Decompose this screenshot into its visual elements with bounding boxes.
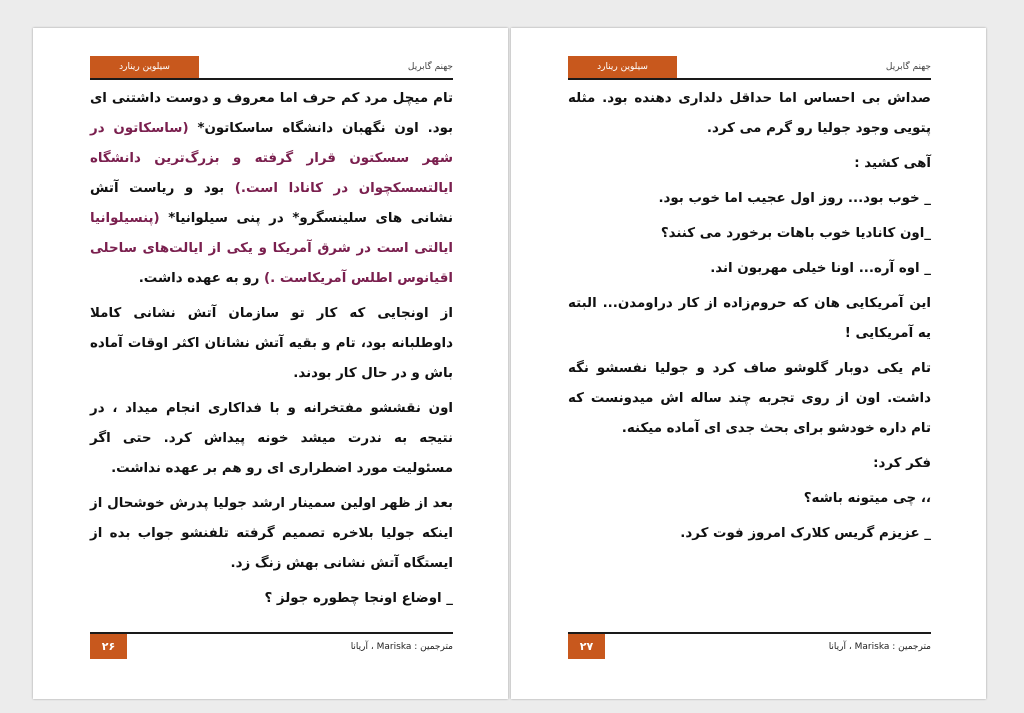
paragraph (568, 219, 931, 249)
body-text: _ اوه آره... اونا خیلی مهربون اند. (710, 261, 931, 276)
body-text: از اونجایی که کار تو سازمان آتش نشانی کاملا داوطلبانه بود، تام و بقیه آتش نشانان اکثر اوقات آماده باش و در حال کار بودند. (90, 306, 453, 381)
book-page-right (511, 28, 986, 699)
paragraph (568, 84, 931, 144)
header-author-box: سیلوین رینارد (90, 56, 199, 78)
paragraph (568, 149, 931, 179)
body-text: _ عزیزم گریس کلارک امروز فوت کرد. (680, 526, 931, 541)
body-text: بعد از ظهر اولین سمینار ارشد جولیا پدرش خوشحال از اینکه جولیا بلاخره تصمیم گرفته تلفنشو جواب بده از ایستگاه آتش نشانی بهش زنگ زد. (90, 496, 453, 571)
paragraph (90, 394, 453, 484)
paragraph (568, 354, 931, 444)
paragraph (568, 449, 931, 479)
paragraph (568, 254, 931, 284)
paragraph (568, 289, 931, 349)
page-number: ۲۷ (568, 634, 605, 659)
body-text: بود و ریاست آتش نشانی های سلینسگرو* در پنی سیلوانیا* (90, 181, 453, 226)
body-text: _ اوضاع اونجا چطوره جولز ؟ (264, 591, 453, 606)
book-page-left (33, 28, 508, 699)
footer-translators: مترجمین : Mariska ، آریانا (828, 642, 931, 652)
header-rule (568, 78, 931, 80)
paragraph (568, 484, 931, 514)
paragraph (568, 519, 931, 549)
body-text: صداش بی احساس اما حداقل دلداری دهنده بود. مثله پتویی وجود جولیا رو گرم می کرد. (568, 91, 931, 136)
paragraph (90, 84, 453, 294)
footer-rule (568, 632, 931, 634)
footer-translators: مترجمین : Mariska ، آریانا (350, 642, 453, 652)
body-text: تام میچل مرد کم حرف اما معروف و دوست داشتنی ای بود. اون نگهبان دانشگاه ساسکاتون* (90, 91, 454, 136)
header-author-box: سیلوین رینارد (568, 56, 677, 78)
paragraph (90, 299, 453, 389)
body-text: رو به عهده داشت. (138, 271, 265, 286)
footer-rule (90, 632, 453, 634)
page-number: ۲۶ (90, 634, 127, 659)
footnote-text: (پنسیلوانیا ایالتی است در شرق آمریکا و یکی از ایالت‌های ساحلی اقیانوس اطلس آمریکاست .) (90, 211, 453, 286)
paragraph (568, 184, 931, 214)
body-text: ،، چی میتونه باشه؟ (803, 491, 931, 506)
page-body (568, 84, 931, 554)
body-text: فکر کرد: (873, 456, 931, 471)
header-rule (90, 78, 453, 80)
body-text: اون نقششو مفتخرانه و با فداکاری انجام میداد ، در نتیجه به ندرت میشد خونه پیداش کرد. حتی اگر مسئولیت مورد اضطراری ای رو هم بر عهده نداشت. (90, 401, 453, 476)
header-book-title: جهنم گابریل (885, 62, 931, 72)
body-text: آهی کشید : (854, 156, 931, 171)
footnote-text: (ساسکاتون در شهر سسکتون قرار گرفته و بزرگ‌ترین دانشگاه ایالتسسکچوان در کانادا است.) (90, 121, 453, 196)
paragraph (90, 584, 453, 614)
page-body (90, 84, 453, 619)
body-text: این آمریکایی هان که حروم‌زاده از کار دراومدن... البته یه آمریکایی ! (568, 296, 931, 341)
header-book-title: جهنم گابریل (407, 62, 453, 72)
body-text: تام یکی دوبار گلوشو صاف کرد و جولیا نفسشو نگه داشت. اون از روی تجربه چند ساله اش میدونست که تام داره خودشو برای بحث جدی ای آماده میکنه. (568, 361, 931, 436)
body-text: _ خوب بود... روز اول عجیب اما خوب بود. (658, 191, 931, 206)
paragraph (90, 489, 453, 579)
body-text: _اون کانادیا خوب باهات برخورد می کنند؟ (660, 226, 931, 241)
